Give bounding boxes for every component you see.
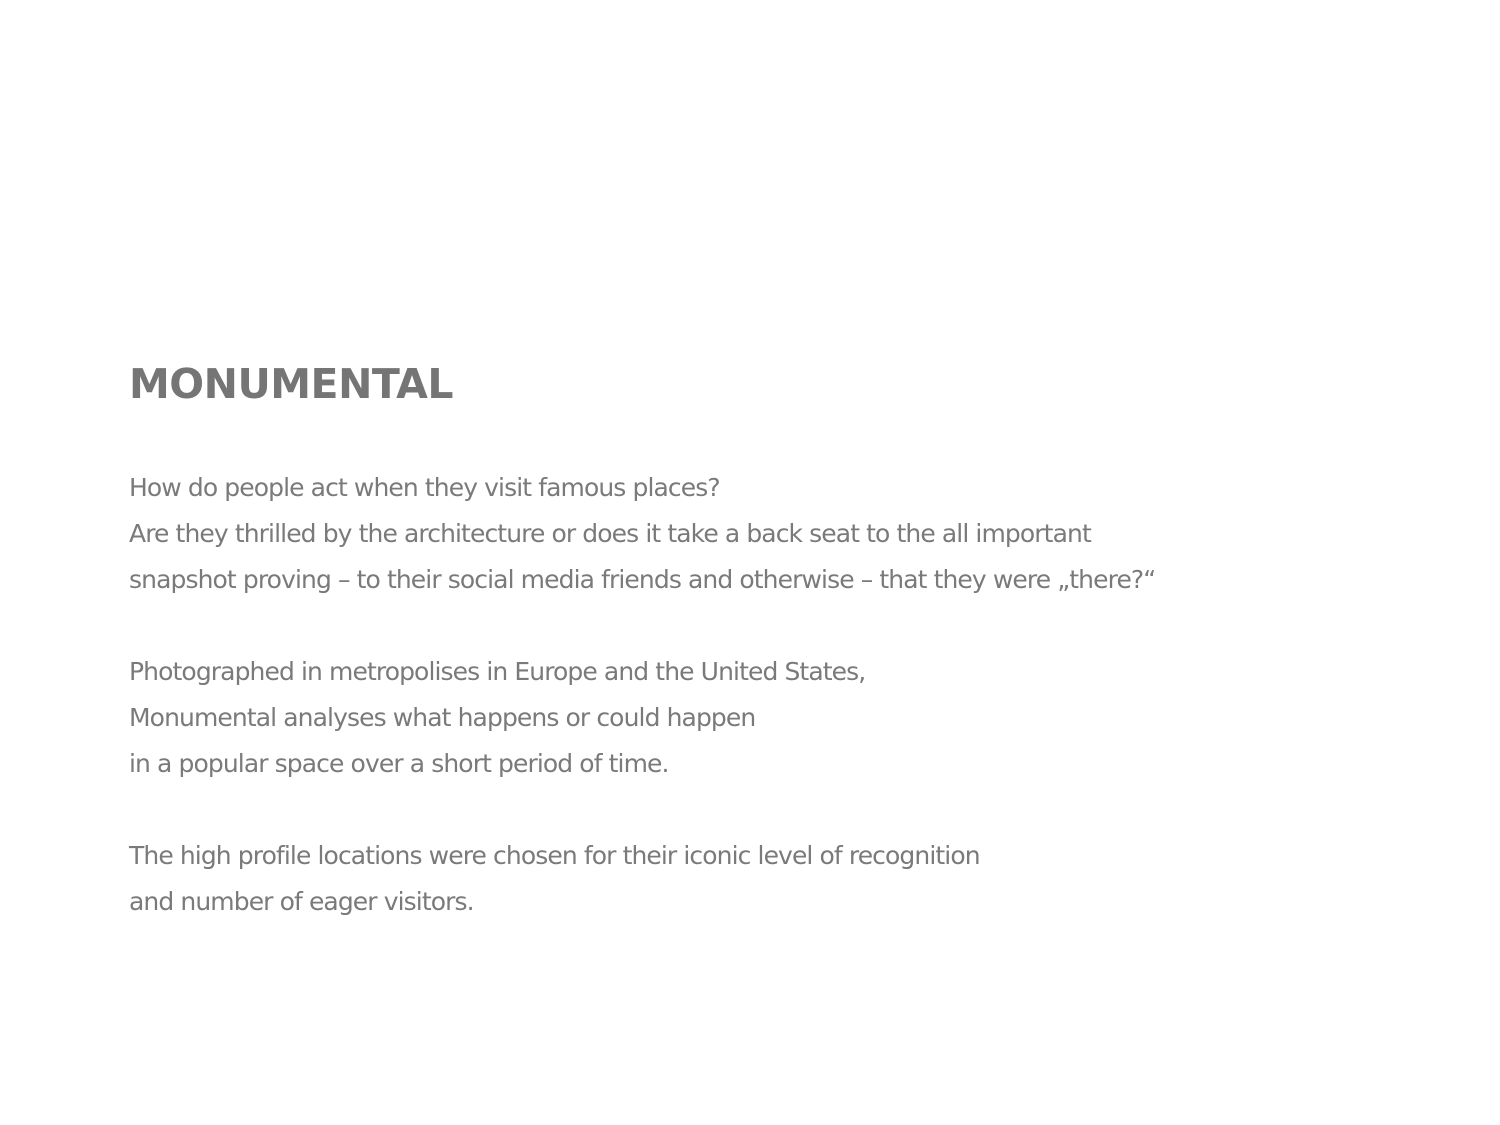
paragraph-line: How do people act when they visit famous places? (129, 473, 720, 502)
paragraph-line: snapshot proving – to their social media friends and otherwise – that they were „there?“ (129, 565, 1156, 594)
paragraph-line: The high profile locations were chosen for their iconic level of recognition (129, 841, 980, 870)
description-paragraph (129, 649, 1369, 787)
text-block (129, 356, 1369, 925)
paragraph-line: Are they thrilled by the architecture or does it take a back seat to the all important (129, 519, 1091, 548)
paragraph-line: in a popular space over a short period of time. (129, 749, 669, 778)
paragraph-line: Photographed in metropolises in Europe and the United States, (129, 657, 866, 686)
locations-paragraph (129, 833, 1369, 925)
page-title: MONUMENTAL (129, 360, 454, 408)
intro-paragraph (129, 465, 1369, 603)
paragraph-line: Monumental analyses what happens or could happen (129, 703, 756, 732)
paragraph-line: and number of eager visitors. (129, 887, 474, 916)
